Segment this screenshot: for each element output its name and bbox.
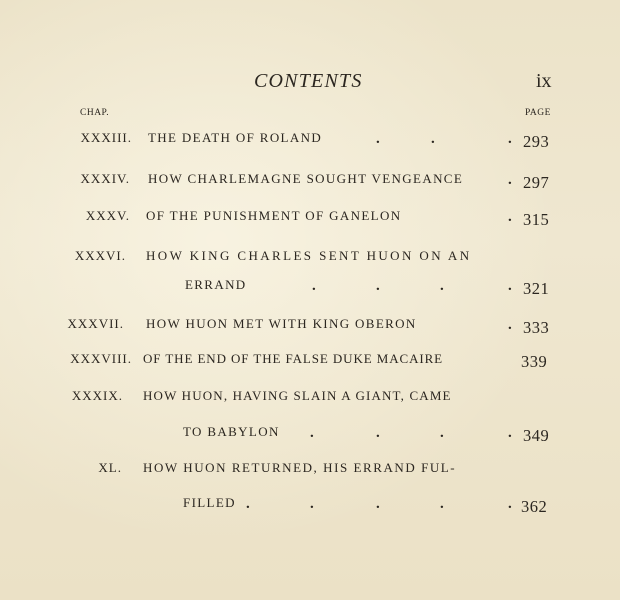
chapter-title: OF THE END OF THE FALSE DUKE MACAIRE — [143, 351, 443, 366]
page-number: 362 — [521, 497, 548, 516]
leader-dot: . — [440, 496, 444, 512]
leader-dot: . — [376, 496, 380, 512]
chapter-number: XL. — [98, 460, 122, 475]
page-number: 321 — [523, 279, 550, 298]
leader-dot: . — [508, 425, 512, 441]
leader-dot: . — [508, 209, 512, 225]
chapter-number: XXXIII. — [80, 130, 132, 145]
chapter-title-continued: ERRAND — [185, 277, 247, 292]
page-number: 333 — [523, 318, 550, 337]
chapter-title: OF THE PUNISHMENT OF GANELON — [146, 208, 402, 223]
chapter-number: XXXIV. — [80, 171, 130, 186]
chapter-number: XXXVIII. — [70, 351, 132, 366]
chapter-number: XXXV. — [85, 208, 130, 223]
page-number: 297 — [523, 173, 550, 192]
leader-dot: . — [508, 172, 512, 188]
leader-dot: . — [440, 278, 444, 294]
leader-dot: . — [440, 425, 444, 441]
page-number: 349 — [523, 426, 550, 445]
page-folio-numeral: ix — [536, 70, 552, 92]
chapter-number: XXXIX. — [71, 388, 123, 403]
page-number: 315 — [523, 210, 550, 229]
leader-dot: . — [310, 496, 314, 512]
page-title: CONTENTS — [254, 70, 363, 92]
leader-dot: . — [431, 131, 435, 147]
chapter-title-continued: FILLED — [183, 495, 236, 510]
chapter-title: HOW KING CHARLES SENT HUON ON AN — [146, 248, 472, 263]
leader-dot: . — [376, 425, 380, 441]
leader-dot: . — [376, 278, 380, 294]
chapter-title-continued: TO BABYLON — [183, 424, 280, 439]
page-number: 293 — [523, 132, 550, 151]
chapter-title: HOW HUON RETURNED, HIS ERRAND FUL- — [143, 460, 457, 475]
chapter-column-label: CHAP. — [80, 108, 110, 118]
page-column-label: PAGE — [525, 108, 551, 118]
leader-dot: . — [246, 496, 250, 512]
leader-dot: . — [508, 278, 512, 294]
page-number: 339 — [521, 352, 548, 371]
leader-dot: . — [508, 496, 512, 512]
leader-dot: . — [508, 131, 512, 147]
chapter-title: THE DEATH OF ROLAND — [148, 130, 323, 145]
leader-dot: . — [376, 131, 380, 147]
leader-dot: . — [310, 425, 314, 441]
leader-dot: . — [312, 278, 316, 294]
chapter-title: HOW HUON, HAVING SLAIN A GIANT, CAME — [143, 388, 452, 403]
chapter-title: HOW CHARLEMAGNE SOUGHT VENGEANCE — [148, 171, 464, 186]
leader-dot: . — [508, 317, 512, 333]
chapter-number: XXXVII. — [67, 316, 124, 331]
chapter-number: XXXVI. — [74, 248, 126, 263]
chapter-title: HOW HUON MET WITH KING OBERON — [146, 316, 417, 331]
